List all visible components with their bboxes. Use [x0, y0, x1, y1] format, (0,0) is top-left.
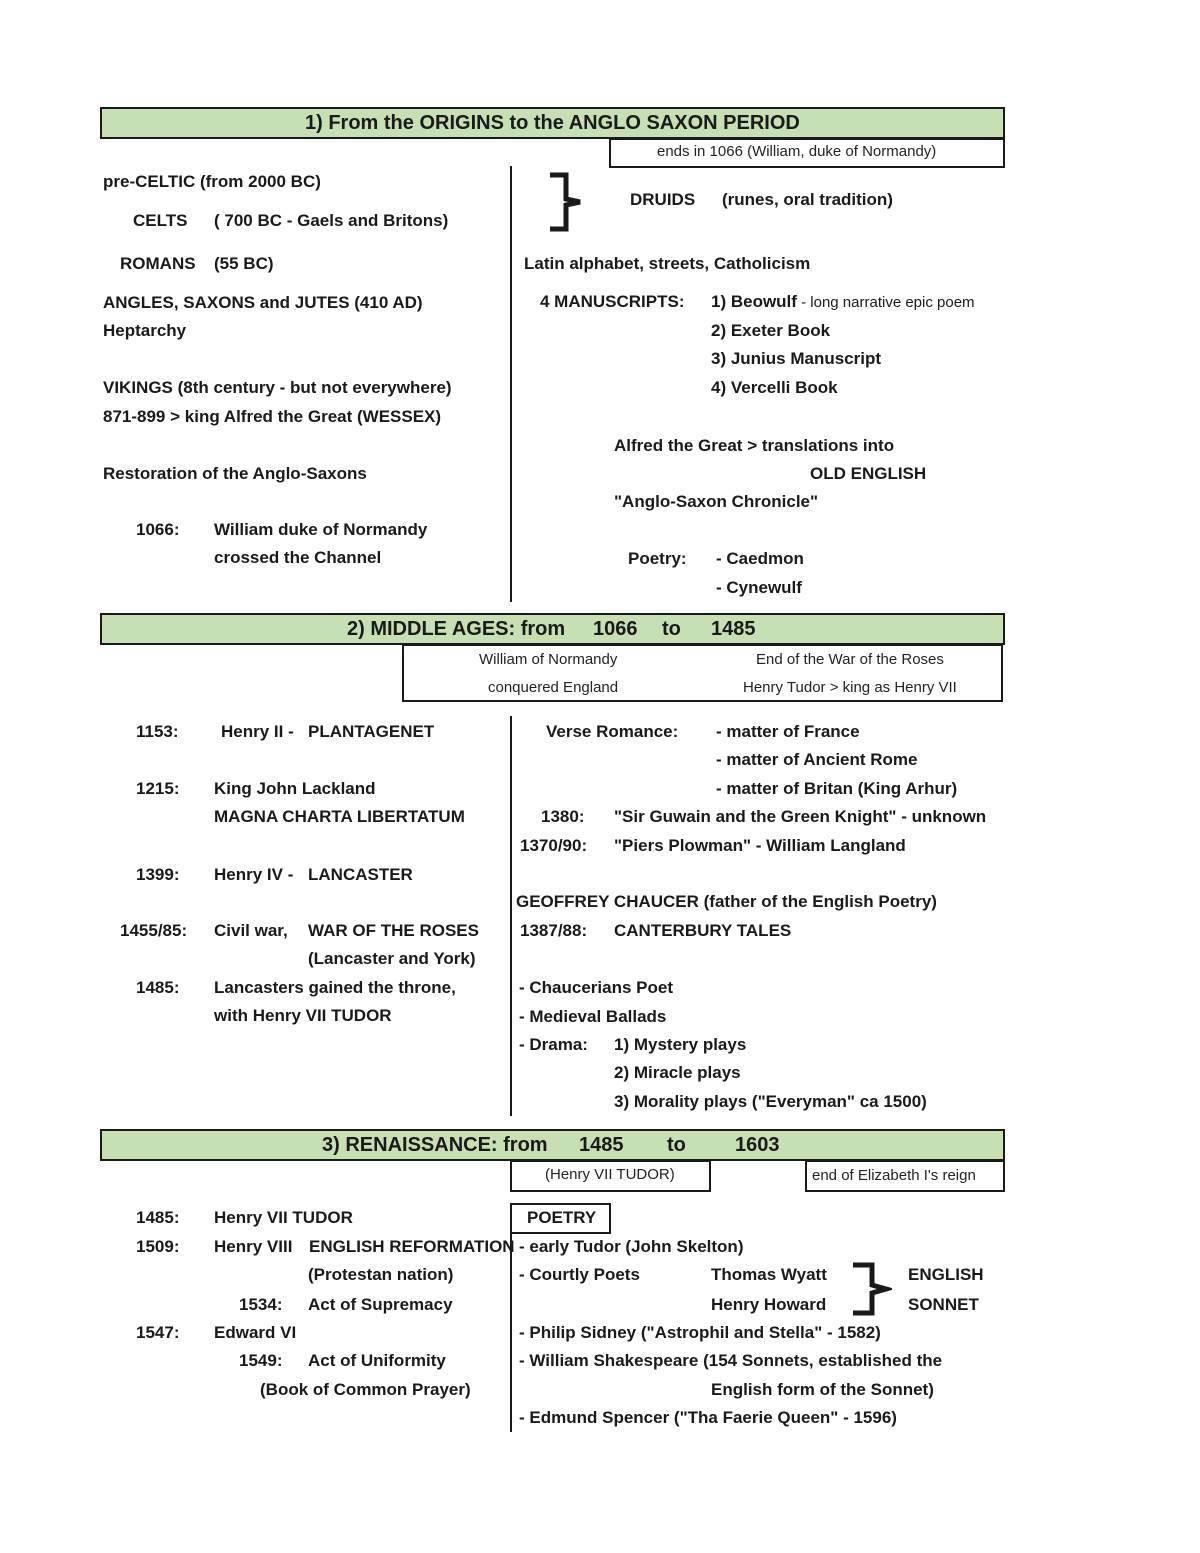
william-line-2: crossed the Channel [214, 548, 382, 567]
book-of-common-prayer: (Book of Common Prayer) [260, 1380, 471, 1399]
box-1-line-1: William of Normandy [479, 651, 618, 668]
section-2-title-b: 1066 [593, 618, 638, 640]
section-1-header [100, 107, 1005, 139]
celts-label: CELTS [133, 211, 188, 230]
section-2-title-d: 1485 [711, 618, 756, 640]
preceltic: pre-CELTIC (from 2000 BC) [103, 172, 321, 191]
medieval-ballads: - Medieval Ballads [519, 1007, 667, 1026]
box-2-line-1: End of the War of the Roses [756, 651, 944, 668]
shakespeare-line-2: English form of the Sonnet) [711, 1380, 934, 1399]
henry-ii: Henry II - [221, 722, 294, 741]
mystery-plays: 1) Mystery plays [614, 1035, 747, 1054]
manuscript-1 [711, 292, 975, 313]
poetry-box [510, 1203, 611, 1234]
english-label: ENGLISH [908, 1265, 984, 1284]
poet-caedmon: - Caedmon [716, 549, 804, 568]
year-1485-s3: 1485: [136, 1208, 180, 1227]
section-3-box-1 [510, 1160, 711, 1192]
section-2-title-c: to [662, 618, 681, 640]
alfred-translations: Alfred the Great > translations into [614, 436, 895, 455]
william-line-1: William duke of Normandy [214, 520, 428, 539]
year-1153: 1153: [136, 722, 179, 741]
section-2-box-1 [402, 644, 711, 702]
old-english: OLD ENGLISH [810, 464, 927, 483]
magna-charta: MAGNA CHARTA LIBERTATUM [214, 807, 465, 826]
lancaster-york: (Lancaster and York) [308, 949, 476, 968]
henry-vii-tudor: with Henry VII TUDOR [214, 1006, 392, 1025]
year-1485: 1485: [136, 978, 180, 997]
edmund-spencer: - Edmund Spencer ("Tha Faerie Queen" - 1596) [519, 1408, 897, 1427]
piers-plowman: "Piers Plowman" - William Langland [614, 836, 906, 855]
romans-label: ROMANS [120, 254, 196, 273]
english-reformation: ENGLISH REFORMATION [309, 1237, 515, 1256]
henry-vii: Henry VII TUDOR [214, 1208, 353, 1227]
sonnet-brace-icon [848, 1261, 892, 1317]
heptarchy: Heptarchy [103, 321, 187, 340]
courtly-poets: - Courtly Poets [519, 1265, 640, 1284]
manuscript-2: 2) Exeter Book [711, 321, 831, 340]
section-1-title: 1) From the ORIGINS to the ANGLO SAXON PERIOD [305, 112, 800, 134]
act-of-supremacy: Act of Supremacy [308, 1295, 453, 1314]
plantagenet: PLANTAGENET [308, 722, 435, 741]
celts-value: ( 700 BC - Gaels and Britons) [214, 211, 449, 230]
section-2-divider [510, 716, 512, 1116]
druids-value: (runes, oral tradition) [722, 190, 893, 209]
protestan-nation: (Protestan nation) [308, 1265, 454, 1284]
matter-rome: - matter of Ancient Rome [716, 750, 918, 769]
henry-viii: Henry VIII [214, 1237, 293, 1256]
edward-vi: Edward VI [214, 1323, 297, 1342]
miracle-plays: 2) Miracle plays [614, 1063, 741, 1082]
drama-label: - Drama: [519, 1035, 588, 1054]
latin-alphabet: Latin alphabet, streets, Catholicism [524, 254, 811, 273]
box-2-line-2: Henry Tudor > king as Henry VII [743, 679, 957, 696]
section-1-note: ends in 1066 (William, duke of Normandy) [657, 143, 937, 160]
civil-war: Civil war, [214, 921, 288, 940]
henry-iv: Henry IV - [214, 865, 294, 884]
sir-gawain: "Sir Guwain and the Green Knight" - unknown [614, 807, 987, 826]
morality-plays: 3) Morality plays ("Everyman" ca 1500) [614, 1092, 927, 1111]
geoffrey-chaucer: GEOFFREY CHAUCER (father of the English Poetry) [516, 892, 937, 911]
restoration: Restoration of the Anglo-Saxons [103, 464, 367, 483]
section-3-box-1-text: (Henry VII TUDOR) [545, 1166, 675, 1183]
early-tudor: - early Tudor (John Skelton) [519, 1237, 744, 1256]
chaucerians-poet: - Chaucerians Poet [519, 978, 673, 997]
year-1066: 1066: [136, 520, 180, 539]
year-1455: 1455/85: [120, 921, 188, 940]
year-1534: 1534: [239, 1295, 283, 1314]
angles-saxons: ANGLES, SAXONS and JUTES (410 AD) [103, 293, 423, 312]
anglo-saxon-chronicle: "Anglo-Saxon Chronicle" [614, 492, 819, 511]
manuscript-3: 3) Junius Manuscript [711, 349, 882, 368]
manuscript-1-title: 1) Beowulf [711, 292, 797, 311]
section-1-note-box [609, 138, 1005, 168]
romans-value: (55 BC) [214, 254, 274, 273]
section-2-title-a: 2) MIDDLE AGES: from [347, 618, 566, 640]
section-3-title-d: 1603 [735, 1134, 780, 1156]
alfred-king: 871-899 > king Alfred the Great (WESSEX) [103, 407, 442, 426]
poet-cynewulf: - Cynewulf [716, 578, 802, 597]
section-3-divider [510, 1232, 512, 1432]
matter-france: - matter of France [716, 722, 860, 741]
year-1399: 1399: [136, 865, 180, 884]
poetry-heading: POETRY [527, 1208, 597, 1227]
druids: DRUIDS [630, 190, 696, 209]
vikings: VIKINGS (8th century - but not everywhere) [103, 378, 452, 397]
thomas-wyatt: Thomas Wyatt [711, 1265, 827, 1284]
section-3-box-2 [805, 1160, 1005, 1192]
matter-britan: - matter of Britan (King Arhur) [716, 779, 958, 798]
year-1547: 1547: [136, 1323, 180, 1342]
philip-sidney: - Philip Sidney ("Astrophil and Stella" - 1582) [519, 1323, 881, 1342]
canterbury-tales: CANTERBURY TALES [614, 921, 792, 940]
verse-romance: Verse Romance: [546, 722, 679, 741]
lancaster: LANCASTER [308, 865, 413, 884]
henry-howard: Henry Howard [711, 1295, 827, 1314]
manuscripts-label: 4 MANUSCRIPTS: [540, 292, 685, 311]
section-2-box-2 [707, 644, 1003, 702]
lancasters-gained: Lancasters gained the throne, [214, 978, 456, 997]
year-1215: 1215: [136, 779, 180, 798]
section-2-header [100, 613, 1005, 645]
manuscript-4: 4) Vercelli Book [711, 378, 838, 397]
section-1-divider [510, 166, 512, 602]
section-3-header [100, 1129, 1005, 1161]
year-1370: 1370/90: [520, 836, 588, 855]
year-1549: 1549: [239, 1351, 283, 1370]
year-1509: 1509: [136, 1237, 180, 1256]
druids-brace-icon [546, 172, 586, 232]
shakespeare-line-1: - William Shakespeare (154 Sonnets, established the [519, 1351, 943, 1370]
section-3-title-c: to [667, 1134, 686, 1156]
act-of-uniformity: Act of Uniformity [308, 1351, 446, 1370]
year-1380: 1380: [541, 807, 585, 826]
section-3-box-2-text: end of Elizabeth I's reign [812, 1167, 976, 1184]
poetry-label: Poetry: [628, 549, 687, 568]
king-john: King John Lackland [214, 779, 376, 798]
war-of-roses: WAR OF THE ROSES [308, 921, 479, 940]
manuscript-1-note: - long narrative epic poem [796, 294, 975, 311]
section-3-title-a: 3) RENAISSANCE: from [322, 1134, 548, 1156]
sonnet-label: SONNET [908, 1295, 979, 1314]
box-1-line-2: conquered England [488, 679, 619, 696]
section-3-title-b: 1485 [579, 1134, 624, 1156]
year-1387: 1387/88: [520, 921, 588, 940]
